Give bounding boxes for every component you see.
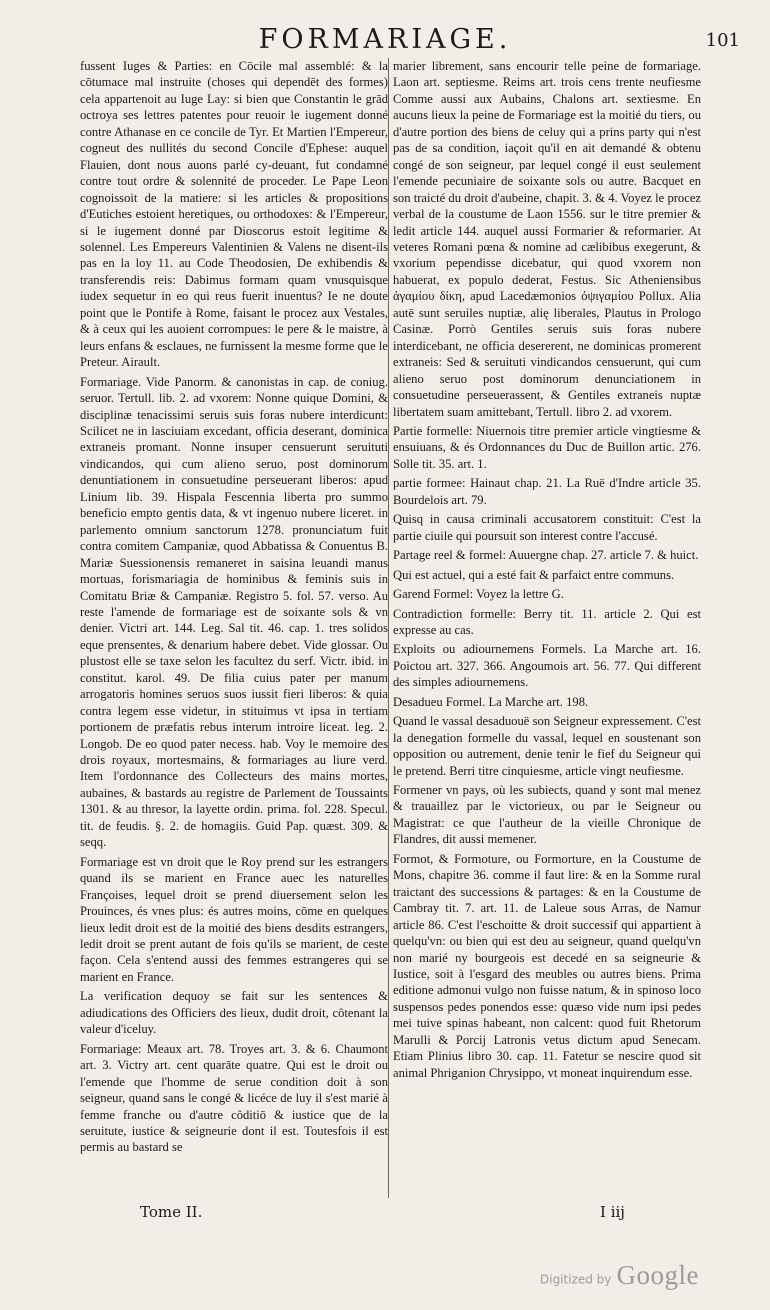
signature-mark: I iij bbox=[600, 1203, 625, 1221]
page-number: 101 bbox=[705, 30, 740, 51]
paragraph: marier librement, sans encourir telle peine de formariage. Laon art. septiesme. Reims art. trois cens trente neufiesme Comme aussi aux Aubains, Chalons art. sextiesme. En aucuns lieux la peine de Formariage est la moitié du tiers, ou d'autre portion des biens de celuy qui a prins party qui n'est pas de sa condition, iaçoit qu'il en ait demandé & obtenu congé de son seigneur, par lequel congé il eust seulement l'emende pecuniaire de soixante sols ou autre. Bacquet en son traicté du droit d'aubeine, chapit. 3. & 4. Voyez le procez verbal de la coustume de Laon 1556. sur le titre premier & ledit article 144. auquel aussi Formarier & reformarier. At veteres Romani pœna & nomine ad cælibibus exegerunt, & vxorium pependisse dicebatur, qui quod vxorem non habuerat, ex populo dederat, Festus. Sic Atheniensibus ἀγαμίου δίκη, apud Lacedæmonios ὀψιγαμίου Pollux. Alia autē sunt seruiles nuptiæ, alię liberales, Plautus in Prologo Casinæ. Porrò Gentiles seruis suis foras nubere interdicebant, ne officia desererent, ne dominicas promerent extraneis: Sed & seruituti vindicandos censuerunt, qui cum alieno seruo post dominorum denunciationem in consuetudine perseuerassent, & Gentiles extraneis nuptæ libertatem suam amittebant, Tertull. libro 2. ad vxorem. bbox=[393, 59, 701, 419]
paragraph: Formot, & Formoture, ou Formorture, en la Coustume de Mons, chapitre 36. comme il faut lire: & en la Somme rural traictant des successions & partages: & en la Coustume de Cambray tit. 7. art. 11. de Laleue sous Arras, de Namur article 86. C'est l'eschoitte & droit successif qui appartient à quelqu'vn: ou bien qui est deu au seigneur, quand quelqu'vn non marié ny bourgeois est decedé en sa seigneurie & Iustice, soit à l'esgard des meubles ou autres biens. Prima editione admonui vulgo non fuisse natum, & in spinoso loco suspensos pedes ponendos esse: quæso vide num ipsi pedes mei tuive spinas habeant, non calcent: quod fuit Rhetorum Marulli & Porcij Latronis vetus dictum apud Senecam. Etiam Plinius libro 30. cap. 11. Fatetur se nescire quod sit animal Phriganion Chrysippo, vt moneat inquirendum esse. bbox=[393, 851, 701, 1080]
running-title: FORMARIAGE. bbox=[258, 24, 512, 55]
paragraph: partie formee: Hainaut chap. 21. La Ruë d'Indre article 35. Bourdelois art. 79. bbox=[393, 476, 701, 507]
paragraph: Qui est actuel, qui a esté fait & parfaict entre communs. bbox=[393, 567, 675, 582]
paragraph: fussent Iuges & Parties: en Cōcile mal assemblé: & la cōtumace mal instruite (choses qui dependēt des formes) cela appartenoit au Iuge Lay: si bien que Constantin le grād octroya ses lettres patentes pour reuoir le iugement donné contre Athanase en ce concile de Tyr. Et Martien l'Empereur, cogneut des nullités du second Concile d'Ephese: auquel Flauien, dont nous auons parlé cy-deuant, fut condamné contre tout ordre & solennité de proceder. Le Pape Leon cognoissoit de la matiere: si les articles & propositions d'Eutiches estoient heretiques, ou orthodoxes: & l'Empereur, si le iugement donné par Dioscorus estoit legitime & solennel. Les Empereurs Valentinien & Valens ne disent-ils pas en la loy 11. au Code Theodosien, De exhibendis & transferendis reis: Dabimus formam quam vnusquisque iudex sequetur in eo qui reus fuerit inuentus? Ie ne doute point que le Pontife à Rome, faisant le procez aux Vestales, & à ceux qui les auoient corrompues: le pere & le maistre, à leurs enfans & esclaues, ne furnissent la mesme forme que le Preteur. Airault. bbox=[80, 59, 388, 370]
volume-label: Tome II. bbox=[140, 1203, 203, 1221]
paragraph: Partie formelle: Niuernois titre premier article vingtiesme & ensuiuans, & és Ordonnances du Duc de Buillon artic. 276. Solle tit. 35. art. 1. bbox=[393, 423, 701, 471]
paragraph: Desadueu Formel. La Marche art. 198. bbox=[393, 694, 589, 709]
right-column bbox=[393, 58, 701, 1084]
column-divider bbox=[388, 58, 389, 1198]
google-logo: Google bbox=[616, 1260, 699, 1290]
digitized-watermark bbox=[540, 1260, 699, 1291]
paragraph: Formener vn pays, où les subiects, quand y sont mal menez & trauaillez par le victorieux, ou par le Seigneur ou Magistrat: ce que l'autheur de la vieille Chronique de Flandres, dit aussi memener. bbox=[393, 783, 701, 847]
paragraph: Quand le vassal desaduouë son Seigneur expressement. C'est la denegation formelle du vassal, lequel en soustenant son opposition ou autrement, denie tenir le fief du Seigneur qui le pretend. Berri titre cinquiesme, article vingt neufiesme. bbox=[393, 714, 701, 778]
paragraph: Quisq in causa criminali accusatorem constituit: C'est la partie ciuile qui poursuit son interest contre l'accusé. bbox=[393, 512, 701, 543]
paragraph: Partage reel & formel: Auuergne chap. 27. article 7. & huict. bbox=[393, 548, 699, 563]
paragraph: Formariage: Meaux art. 78. Troyes art. 3. & 6. Chaumont art. 3. Victry art. cent quarāte quatre. Qui est le droit ou l'emende que l'homme de serue condition doit à son seigneur, quand sans le congé & licéce de luy il s'est marié à femme franche ou d'autre côditiō & iustice que de la seruitute, iustice & seigneurie dont il est. Toutesfois il est permis au bastard se bbox=[80, 1041, 388, 1155]
paragraph: Garend Formel: Voyez la lettre G. bbox=[393, 587, 564, 602]
left-column bbox=[80, 58, 388, 1159]
paragraph: Formariage est vn droit que le Roy prend sur les estrangers quand ils se marient en France auec les naturelles Françoises, lequel droit se prend diuersement selon les Prouinces, és vnes plus: és autres moins, cōme en quelques lieux ledit droit est de la moitié des biens desdits estrangers, ledit droit se prent autant de fois qu'ils se marient, de ceste façon. Cela s'entend aussi des femmes estrangeres qui se marient en France. bbox=[80, 854, 388, 984]
paragraph: La verification dequoy se fait sur les sentences & adiudications des Officiers des lieux, dudit droit, côtenant la valeur d'iceluy. bbox=[80, 989, 388, 1037]
paragraph: Formariage. Vide Panorm. & canonistas in cap. de coniug. seruor. Tertull. lib. 2. ad vxorem: Nonne quique Domini, & disciplinæ tenacissimi seruis suis foras nubere interdicunt: Scilicet ne in lasciuiam excedant, officia deserant, dominica extraneis promant. Nonne insuper censuerunt seruituti vindicandos, qui cum alieno seruo, post dominorum denuntiationem in consuetudine perseuerant liberos: apud Linium lib. 39. Hispala Fescennia liberta pro summo beneficio empto gentis data, & vt ingenuo nubere liceret. in parlemento omnium sanctorum 1278. pronunciatum fuit contra comitem Campaniæ, quod Abbatissa & Conuentus B. Mariæ Suessionensis remaneret in saisina leuandi manus mortuas, forismariagia de hominibus & feminis suis in Comitatu Briæ & Campaniæ. Registro 5. fol. 57. verso. Au reste l'amende de formariage est de soixante sols & vn denier. Victri art. 144. Leg. Sal tit. 46. cap. 1. tres solidos eque prensentes, & denarium habere debet. Vide glossar. Ou plustost elle se taxe selon les facultez du serf. Victr. ibid. in constitut. karol. 49. De filia cuius pater per manum arrogatoris homines seruos suos iussit fieri liberos: & quia contra legem esse videtur, in stituimus vt ipsa in tertiam portionem de præfatis rebus interum introire liceat. leg. 2. Longob. De eo quod pater necess. hab. Voy le memoire des drois royaux, mortesmains, & formariages au liure verd. Item l'ordonnance des Collecteurs des mains mortes, aubaines, & bastards au registre de Parlement de Toussaints 1301. & au thresor, la layette ordin. prima. fol. 228. Specul. tit. de feudis. §. 2. de homagiis. Guid Pap. quæst. 309. & seqq. bbox=[80, 374, 388, 850]
paragraph: Contradiction formelle: Berry tit. 11. article 2. Qui est expresse au cas. bbox=[393, 606, 701, 637]
watermark-prefix: Digitized by bbox=[540, 1272, 612, 1287]
paragraph: Exploits ou adiournemens Formels. La Marche art. 16. Poictou art. 327. 366. Angoumois art. 56. 77. Qui different des simples adiournemens. bbox=[393, 642, 701, 690]
